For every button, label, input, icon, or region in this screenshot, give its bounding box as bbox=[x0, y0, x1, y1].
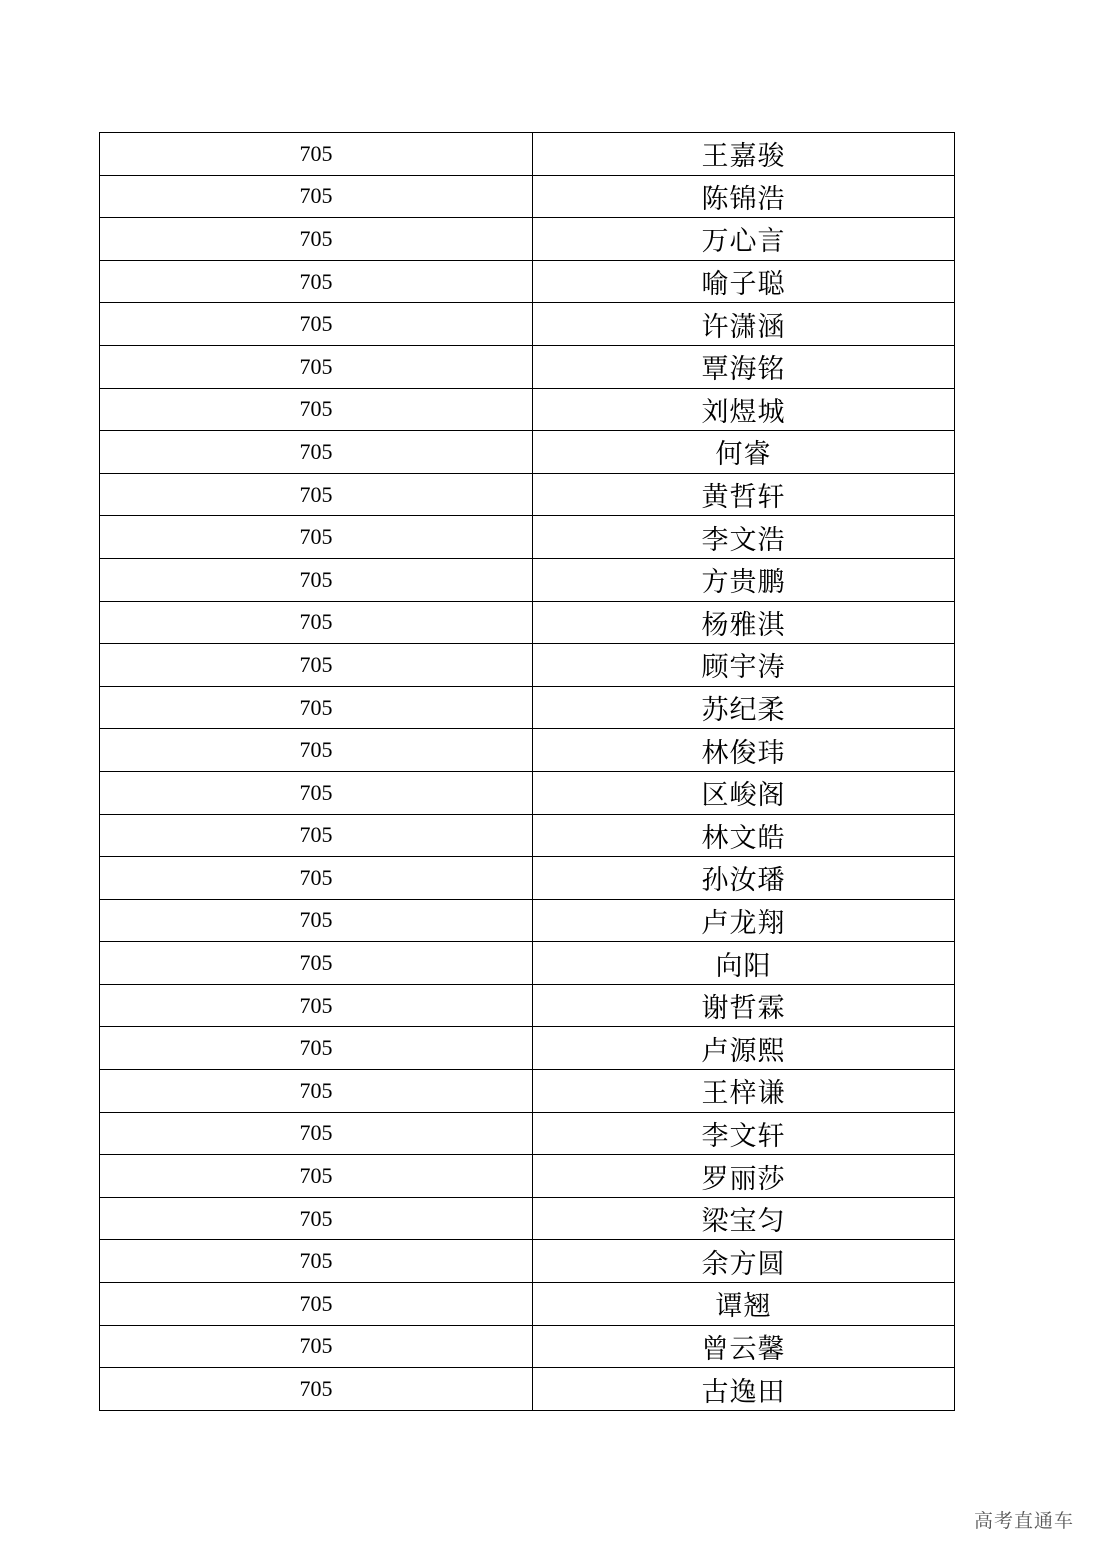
name-cell: 谭翘 bbox=[533, 1283, 955, 1326]
score-cell: 705 bbox=[100, 771, 533, 814]
table-body bbox=[100, 133, 955, 1411]
score-cell: 705 bbox=[100, 1027, 533, 1070]
name-cell: 方贵鹏 bbox=[533, 558, 955, 601]
score-cell: 705 bbox=[100, 473, 533, 516]
score-cell: 705 bbox=[100, 942, 533, 985]
table-row bbox=[100, 1240, 955, 1283]
name-cell: 苏纪柔 bbox=[533, 686, 955, 729]
name-cell: 卢源熙 bbox=[533, 1027, 955, 1070]
name-cell: 梁宝匀 bbox=[533, 1197, 955, 1240]
table-row bbox=[100, 857, 955, 900]
name-cell: 林俊玮 bbox=[533, 729, 955, 772]
name-cell: 余方圆 bbox=[533, 1240, 955, 1283]
score-cell: 705 bbox=[100, 1240, 533, 1283]
score-cell: 705 bbox=[100, 1155, 533, 1198]
score-cell: 705 bbox=[100, 857, 533, 900]
table-row bbox=[100, 1325, 955, 1368]
score-cell: 705 bbox=[100, 345, 533, 388]
score-cell: 705 bbox=[100, 1325, 533, 1368]
score-cell: 705 bbox=[100, 814, 533, 857]
table-row bbox=[100, 1283, 955, 1326]
score-cell: 705 bbox=[100, 601, 533, 644]
table-row bbox=[100, 601, 955, 644]
table-row bbox=[100, 1027, 955, 1070]
score-cell: 705 bbox=[100, 175, 533, 218]
table-row bbox=[100, 260, 955, 303]
table-row bbox=[100, 558, 955, 601]
table-row bbox=[100, 644, 955, 687]
name-cell: 卢龙翔 bbox=[533, 899, 955, 942]
name-cell: 王梓谦 bbox=[533, 1070, 955, 1113]
name-cell: 覃海铭 bbox=[533, 345, 955, 388]
table-row bbox=[100, 729, 955, 772]
score-cell: 705 bbox=[100, 431, 533, 474]
name-cell: 喻子聪 bbox=[533, 260, 955, 303]
table-row bbox=[100, 516, 955, 559]
table-row bbox=[100, 1197, 955, 1240]
score-cell: 705 bbox=[100, 1368, 533, 1411]
score-cell: 705 bbox=[100, 1197, 533, 1240]
table-row bbox=[100, 218, 955, 261]
score-cell: 705 bbox=[100, 260, 533, 303]
name-cell: 陈锦浩 bbox=[533, 175, 955, 218]
score-cell: 705 bbox=[100, 558, 533, 601]
score-cell: 705 bbox=[100, 1283, 533, 1326]
name-cell: 罗丽莎 bbox=[533, 1155, 955, 1198]
score-name-table bbox=[99, 132, 955, 1411]
score-cell: 705 bbox=[100, 1112, 533, 1155]
table-row bbox=[100, 431, 955, 474]
name-cell: 谢哲霖 bbox=[533, 984, 955, 1027]
table-row bbox=[100, 1070, 955, 1113]
name-cell: 何睿 bbox=[533, 431, 955, 474]
table-row bbox=[100, 984, 955, 1027]
score-cell: 705 bbox=[100, 1070, 533, 1113]
score-cell: 705 bbox=[100, 516, 533, 559]
score-cell: 705 bbox=[100, 729, 533, 772]
score-cell: 705 bbox=[100, 984, 533, 1027]
name-cell: 古逸田 bbox=[533, 1368, 955, 1411]
name-cell: 曾云馨 bbox=[533, 1325, 955, 1368]
score-cell: 705 bbox=[100, 644, 533, 687]
name-cell: 孙汝璠 bbox=[533, 857, 955, 900]
watermark-text: 高考直通车 bbox=[973, 1510, 1074, 1532]
name-cell: 林文皓 bbox=[533, 814, 955, 857]
table-row bbox=[100, 686, 955, 729]
table-row bbox=[100, 1155, 955, 1198]
name-cell: 刘煜城 bbox=[533, 388, 955, 431]
table-row bbox=[100, 1112, 955, 1155]
table-row bbox=[100, 899, 955, 942]
name-cell: 黄哲轩 bbox=[533, 473, 955, 516]
score-cell: 705 bbox=[100, 218, 533, 261]
table-row bbox=[100, 942, 955, 985]
name-cell: 许潇涵 bbox=[533, 303, 955, 346]
table-row bbox=[100, 345, 955, 388]
table-row bbox=[100, 133, 955, 176]
table-row bbox=[100, 814, 955, 857]
table-row bbox=[100, 473, 955, 516]
name-cell: 区峻阁 bbox=[533, 771, 955, 814]
table-row bbox=[100, 771, 955, 814]
table-row bbox=[100, 303, 955, 346]
table-row bbox=[100, 388, 955, 431]
name-cell: 向阳 bbox=[533, 942, 955, 985]
name-cell: 万心言 bbox=[533, 218, 955, 261]
score-cell: 705 bbox=[100, 686, 533, 729]
score-cell: 705 bbox=[100, 899, 533, 942]
name-cell: 王嘉骏 bbox=[533, 133, 955, 176]
score-cell: 705 bbox=[100, 388, 533, 431]
name-cell: 李文浩 bbox=[533, 516, 955, 559]
score-cell: 705 bbox=[100, 133, 533, 176]
name-cell: 顾宇涛 bbox=[533, 644, 955, 687]
score-cell: 705 bbox=[100, 303, 533, 346]
name-cell: 杨雅淇 bbox=[533, 601, 955, 644]
table-row bbox=[100, 1368, 955, 1411]
name-cell: 李文轩 bbox=[533, 1112, 955, 1155]
table-row bbox=[100, 175, 955, 218]
